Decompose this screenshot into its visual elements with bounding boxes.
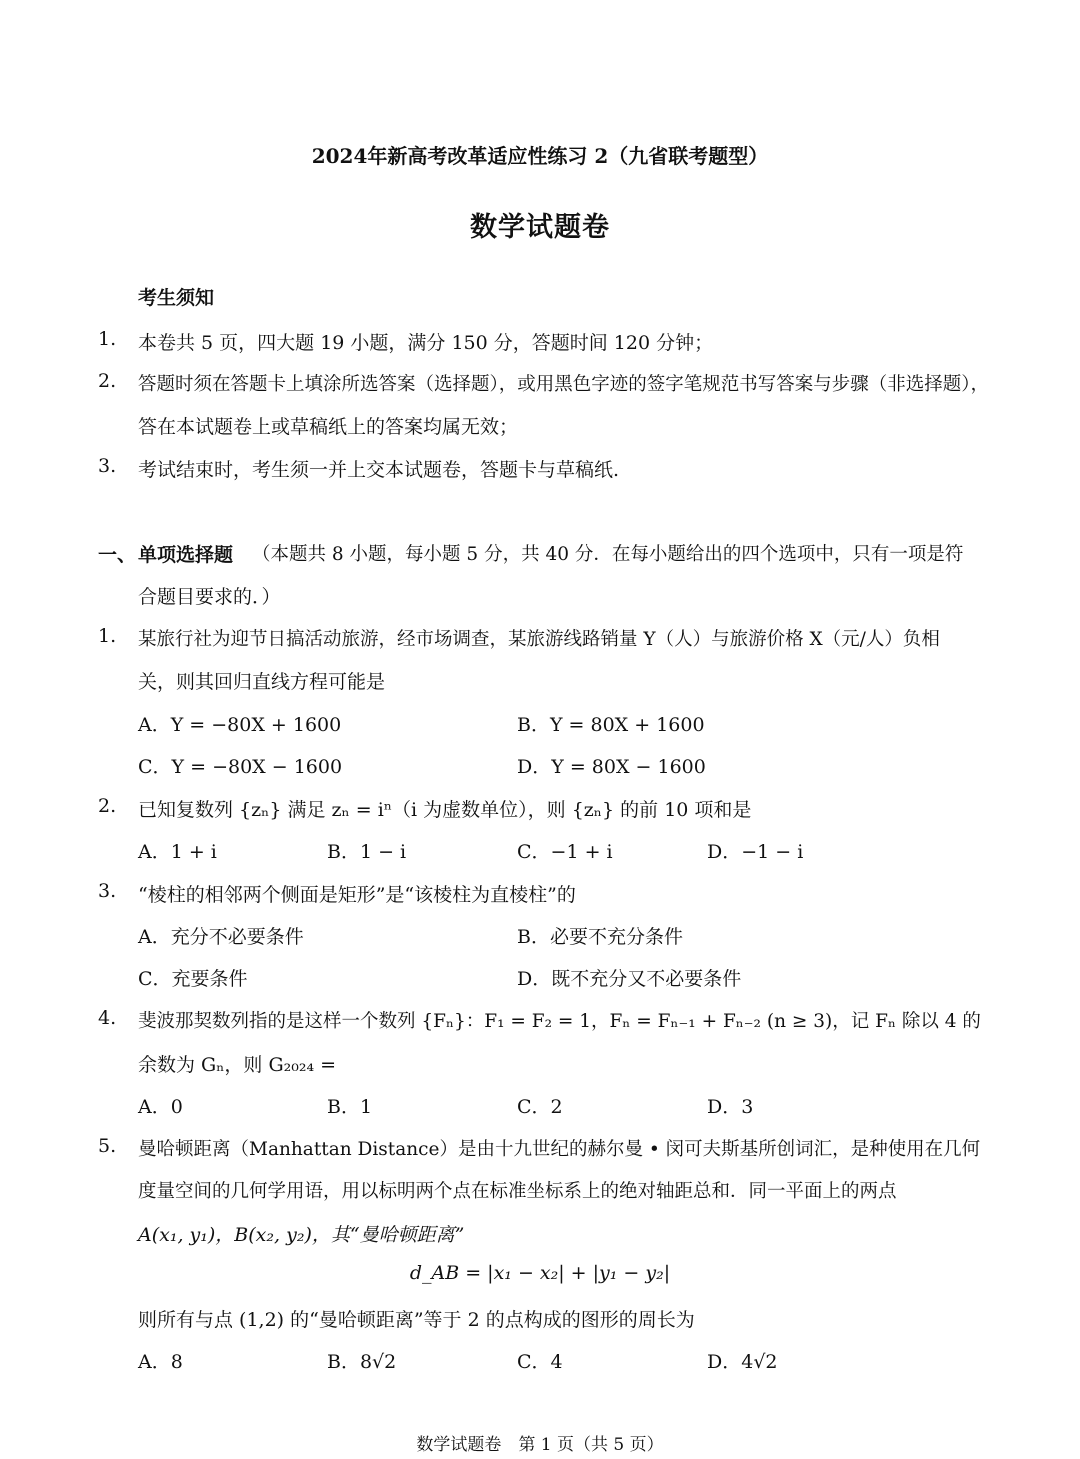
question-text: “棱柱的相邻两个侧面是矩形”是“该棱柱为直棱柱”的 <box>138 884 576 906</box>
option-c: C．4 <box>517 1351 563 1373</box>
notice-heading: 考生须知 <box>138 287 215 309</box>
question-number: 5. <box>98 1135 117 1157</box>
notice-item-text: 本卷共 5 页，四大题 19 小题，满分 150 分，答题时间 120 分钟； <box>138 332 714 354</box>
option-b: B．Y = 80X + 1600 <box>517 714 705 736</box>
question-text: 已知复数列 {zₙ} 满足 zₙ = iⁿ（i 为虚数单位），则 {zₙ} 的前 10 项和是 <box>138 799 752 821</box>
option-a: A．8 <box>138 1351 183 1373</box>
question-text: A(x₁, y₁)，B(x₂, y₂)，其“曼哈顿距离” <box>138 1224 465 1246</box>
option-d: D．4√2 <box>707 1351 778 1373</box>
question-number: 4. <box>98 1007 117 1029</box>
option-c: C．充要条件 <box>138 968 248 990</box>
section-name: 单项选择题 <box>138 544 234 566</box>
question-number: 2. <box>98 795 117 817</box>
question-text: 度量空间的几何学用语，用以标明两个点在标准坐标系上的绝对轴距总和．同一平面上的两点 <box>138 1181 897 1202</box>
notice-item-number: 3. <box>98 455 117 477</box>
question-text: 斐波那契数列指的是这样一个数列 {Fₙ}：F₁ = F₂ = 1，Fₙ = Fₙ₋₁ + Fₙ₋₂ (n ≥ 3)，记 Fₙ 除以 4 的 <box>138 1011 981 1032</box>
notice-item-text: 答题时须在答题卡上填涂所选答案（选择题），或用黑色字迹的签字笔规范书写答案与步骤（非选择题）， <box>138 374 990 395</box>
section-number: 一、 <box>98 544 137 566</box>
page-footer: 数学试题卷 第 1 页（共 5 页） <box>416 1435 664 1455</box>
option-c: C．Y = −80X − 1600 <box>138 756 343 778</box>
option-b: B．必要不充分条件 <box>517 926 683 948</box>
exam-subtitle: 数学试题卷 <box>470 212 610 243</box>
notice-item-number: 1. <box>98 328 117 350</box>
question-text: 余数为 Gₙ，则 G₂₀₂₄ = <box>138 1054 337 1076</box>
option-a: A．Y = −80X + 1600 <box>138 714 342 736</box>
option-a: A．1 + i <box>138 841 217 863</box>
question-number: 3. <box>98 880 117 902</box>
section-description: （本题共 8 小题，每小题 5 分，共 40 分．在每小题给出的四个选项中，只有一项是符 <box>252 544 964 565</box>
notice-item-text: 答在本试题卷上或草稿纸上的答案均属无效； <box>138 416 519 438</box>
question-text: 则所有与点 (1,2) 的“曼哈顿距离”等于 2 的点构成的图形的周长为 <box>138 1309 695 1331</box>
option-b: B．1 − i <box>327 841 407 863</box>
option-b: B．8√2 <box>327 1351 397 1373</box>
option-d: D．−1 − i <box>707 841 804 863</box>
question-text: 关，则其回归直线方程可能是 <box>138 671 386 693</box>
formula: d_AB = |x₁ − x₂| + |y₁ − y₂| <box>409 1262 671 1284</box>
option-c: C．2 <box>517 1096 563 1118</box>
option-d: D．既不充分又不必要条件 <box>517 968 742 990</box>
question-text: 曼哈顿距离（Manhattan Distance）是由十九世纪的赫尔曼 • 闵可夫斯基所创词汇，是种使用在几何 <box>138 1139 981 1160</box>
option-c: C．−1 + i <box>517 841 613 863</box>
option-a: A．充分不必要条件 <box>138 926 304 948</box>
option-d: D．3 <box>707 1096 754 1118</box>
option-b: B．1 <box>327 1096 373 1118</box>
notice-item-number: 2. <box>98 370 117 392</box>
option-a: A．0 <box>138 1096 183 1118</box>
question-number: 1. <box>98 625 117 647</box>
exam-title: 2024年新高考改革适应性练习 2（九省联考题型） <box>311 144 769 168</box>
option-d: D．Y = 80X − 1600 <box>517 756 706 778</box>
section-description: 合题目要求的．） <box>138 586 281 608</box>
question-text: 某旅行社为迎节日搞活动旅游，经市场调查，某旅游线路销量 Y（人）与旅游价格 X（元/人）负相 <box>138 629 940 650</box>
notice-item-text: 考试结束时，考生须一并上交本试题卷，答题卡与草稿纸. <box>138 459 620 481</box>
